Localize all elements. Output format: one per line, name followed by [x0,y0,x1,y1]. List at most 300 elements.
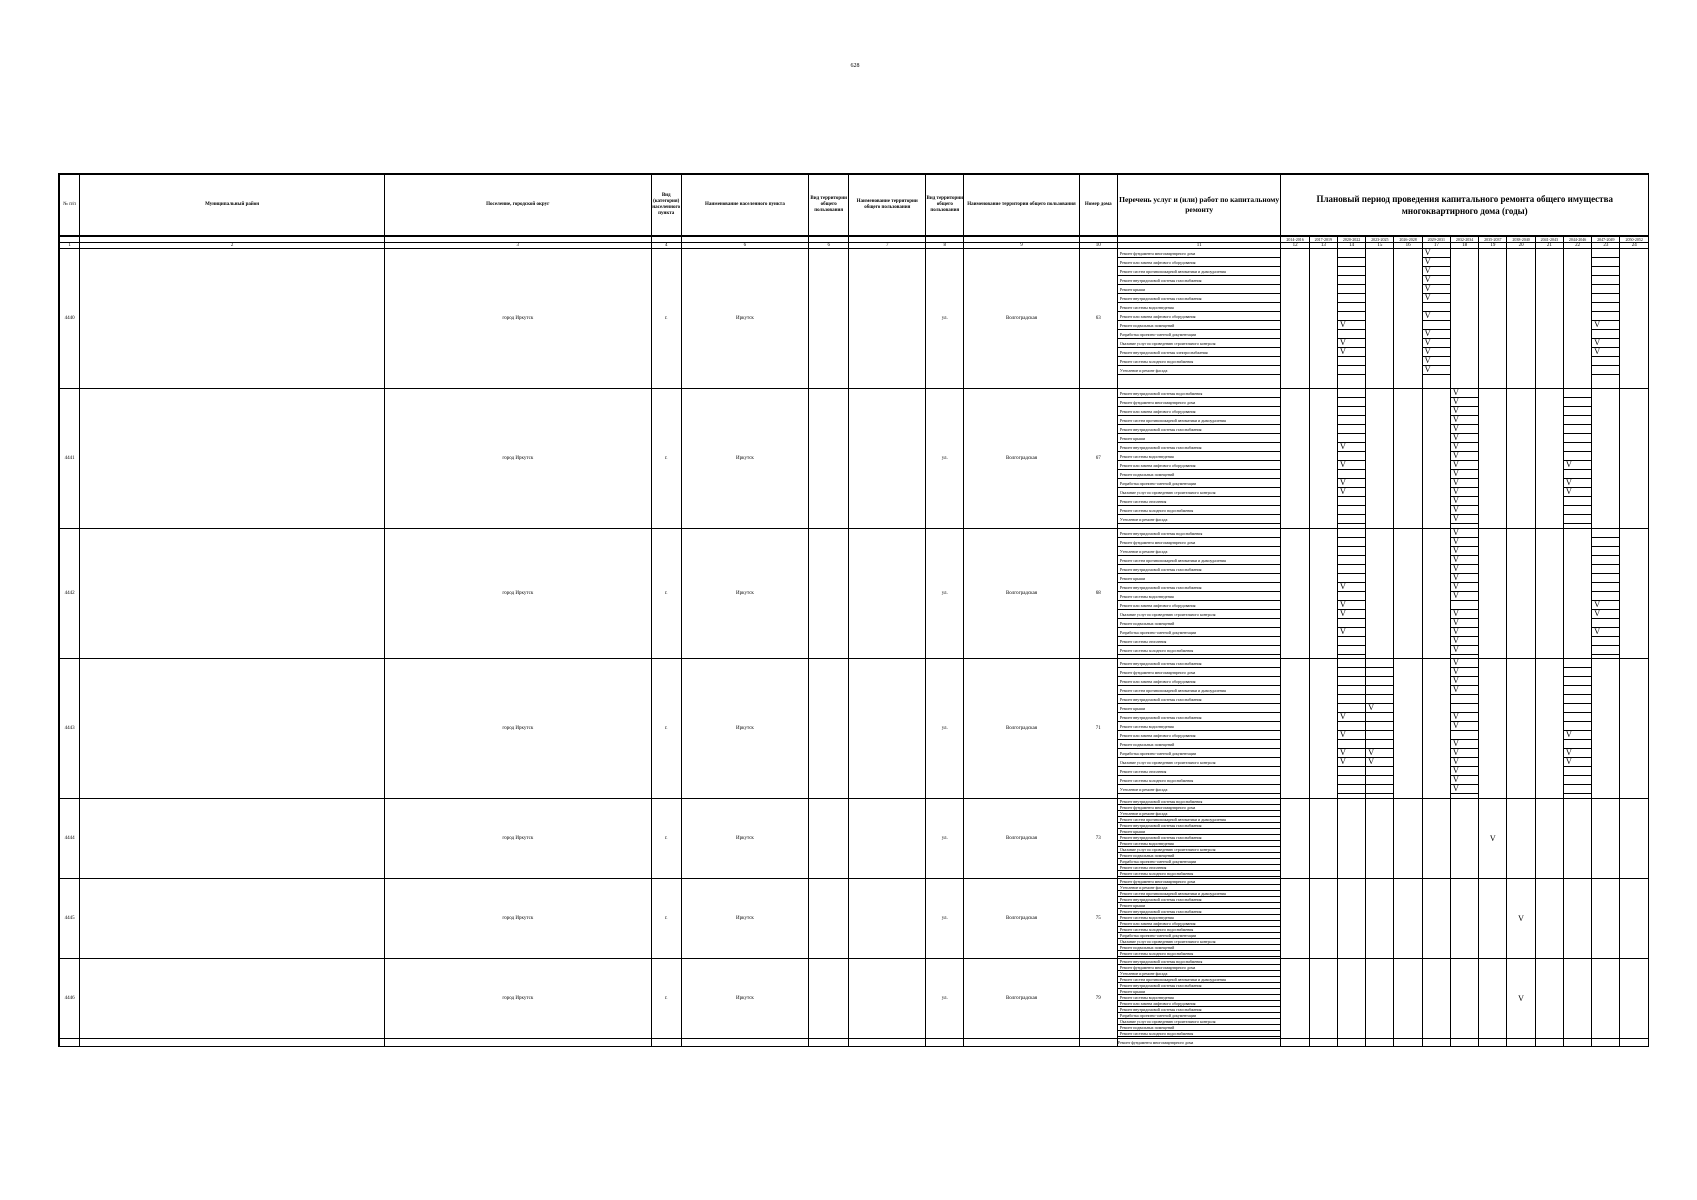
check-mark: V [1451,574,1478,583]
empty-slot [1564,497,1591,506]
work-item: Ремонт системы холодного водоснабжения [1118,506,1281,515]
check-mark: V [1338,758,1365,767]
check-mark: V [1451,515,1478,524]
table-row [60,879,1649,959]
work-item: Разработка проектно-сметной документации [1118,330,1281,339]
work-item: Ремонт внутридомовой системы газоснабжения [1118,443,1281,452]
year-cell-24 [1620,249,1649,389]
table-row [60,249,1649,389]
check-mark: V [1338,601,1365,610]
period-label: 2041-2043 [1535,236,1563,243]
empty-cell [926,1039,964,1047]
work-item: Ремонт системы отопления [1118,637,1281,646]
empty-slot [1338,452,1365,461]
work-item: Ремонт системы водоотведения [1118,722,1281,731]
check-mark: V [1451,470,1478,479]
check-mark: V [1451,628,1478,637]
locality-type-cell: г. [651,659,681,799]
year-cell-20 [1507,659,1535,799]
empty-slot [1338,695,1365,704]
column-number: 12 [1281,243,1309,249]
empty-slot [1564,677,1591,686]
check-mark: V [1423,267,1450,276]
year-cell-20 [1507,799,1535,879]
street-type-cell: ул. [926,249,964,389]
empty-slot [1338,515,1365,524]
work-item: Ремонт или замена лифтового оборудования [1118,312,1281,321]
check-mark: V [1451,767,1478,776]
empty-slot [1592,267,1619,276]
check-mark: V [1592,628,1619,637]
year-cell-19 [1479,959,1507,1039]
work-item: Ремонт внутридомовой системы электроснабжения [1118,348,1281,357]
check-mark: V [1451,776,1478,785]
empty-cell [1309,1039,1337,1047]
empty-slot [1338,646,1365,655]
house-number-cell: 75 [1079,879,1117,959]
empty-cell [1535,1039,1563,1047]
work-item: Ремонт системы водоотведения [1118,303,1281,312]
table-row [60,799,1649,879]
work-item: Утепление и ремонт фасада [1118,547,1281,556]
work-item: Ремонт или замена лифтового оборудования [1118,601,1281,610]
empty-cell [385,1039,652,1047]
work-item: Ремонт систем противопожарной автоматики и дымоудаления [1118,267,1281,276]
year-cell-23 [1592,799,1620,879]
street-type-cell: ул. [926,529,964,659]
work-item: Ремонт внутридомовой системы газоснабжения [1118,897,1281,903]
work-item: Утепление и ремонт фасада [1118,811,1281,817]
period-label: 2017-2019 [1309,236,1337,243]
empty-slot [1338,668,1365,677]
work-item: Ремонт системы отопления [1118,497,1281,506]
work-item: Ремонт системы холодного водоснабжения [1118,776,1281,785]
empty-slot [1592,538,1619,547]
header-territory-name: Наименование территории общего пользования [849,175,926,237]
work-item: Ремонт крыши [1118,704,1281,713]
work-item: Ремонт крыши [1118,829,1281,835]
work-item: Ремонт системы холодного водоснабжения [1118,1031,1281,1037]
header-house-number: Номер дома [1079,175,1117,237]
year-cell-18 [1450,959,1478,1039]
check-mark: V [1451,407,1478,416]
empty-slot [1564,668,1591,677]
check-mark: V [1338,479,1365,488]
check-mark: V [1451,443,1478,452]
settlement-cell: город Иркутск [385,249,652,389]
territory-name-cell [849,249,926,389]
period-label: 2032-2034 [1450,236,1478,243]
empty-slot [1338,740,1365,749]
year-cell-24 [1620,529,1649,659]
empty-cell [849,1039,926,1047]
empty-slot [1338,776,1365,785]
table-row [60,389,1649,529]
empty-slot [1366,731,1393,740]
year-cell-12 [1281,529,1309,659]
territory-name-cell [849,799,926,879]
check-mark: V [1423,348,1450,357]
work-item: Ремонт внутридомовой системы газоснабжения [1118,276,1281,285]
empty-slot [1564,695,1591,704]
column-number: 24 [1620,243,1649,249]
check-mark: V [1338,348,1365,357]
empty-slot [1592,565,1619,574]
year-cell-13 [1309,959,1337,1039]
column-number: 20 [1507,243,1535,249]
empty-slot [1564,470,1591,479]
empty-slot [1338,294,1365,303]
row-number: 4443 [60,659,80,799]
empty-cell [681,1039,808,1047]
district-cell [80,389,385,529]
row-number: 4441 [60,389,80,529]
year-cell-13 [1309,799,1337,879]
header-locality-type: Вид (категория) населенного пункта [651,175,681,237]
settlement-cell: город Иркутск [385,529,652,659]
house-number-cell: 73 [1079,799,1117,879]
work-item: Ремонт фундамента многоквартирного дома [1118,668,1281,677]
check-mark: V [1451,668,1478,677]
check-mark: V [1451,659,1478,668]
check-mark: V [1338,583,1365,592]
empty-slot [1338,407,1365,416]
work-item: Ремонт или замена лифтового оборудования [1118,731,1281,740]
year-cell-21 [1535,799,1563,879]
empty-slot [1338,637,1365,646]
work-item: Утепление и ремонт фасада [1118,971,1281,977]
check-mark: V [1451,583,1478,592]
year-cell-15 [1366,249,1394,389]
year-cell-23 [1592,389,1620,529]
check-mark: V [1518,994,1524,1003]
year-cell-22 [1563,389,1591,529]
empty-slot [1592,249,1619,258]
year-cell-12 [1281,389,1309,529]
street-name-cell: Волгоградская [964,879,1079,959]
empty-slot [1338,497,1365,506]
check-mark: V [1451,416,1478,425]
work-item: Ремонт системы отопления [1118,865,1281,871]
empty-slot [1564,767,1591,776]
row-number: 4440 [60,249,80,389]
year-cell-18 [1450,529,1478,659]
locality-type-cell: г. [651,879,681,959]
check-mark: V [1451,646,1478,655]
empty-slot [1338,506,1365,515]
work-item: Ремонт крыши [1118,989,1281,995]
year-cell-12 [1281,249,1309,389]
empty-slot [1564,659,1591,668]
year-cell-12 [1281,879,1309,959]
year-cell-19 [1479,529,1507,659]
work-item: Ремонт внутридомовой системы газоснабжения [1118,835,1281,841]
empty-slot [1564,407,1591,416]
year-cell-22 [1563,659,1591,799]
check-mark: V [1451,538,1478,547]
empty-slot [1451,695,1478,704]
empty-slot [1451,704,1478,713]
year-cell-16 [1394,389,1422,529]
year-cell-18 [1450,249,1478,389]
year-cell-20 [1507,389,1535,529]
street-type-cell: ул. [926,389,964,529]
year-cell-13 [1309,879,1337,959]
empty-slot [1338,276,1365,285]
empty-slot [1592,366,1619,375]
column-number: 21 [1535,243,1563,249]
work-item: Ремонт внутридомовой системы газоснабжения [1118,659,1281,668]
empty-slot [1564,434,1591,443]
check-mark: V [1338,628,1365,637]
year-cell-14 [1337,799,1365,879]
work-item: Ремонт или замена лифтового оборудования [1118,921,1281,927]
year-cell-23 [1592,959,1620,1039]
check-mark: V [1423,330,1450,339]
work-item: Разработка проектно-сметной документации [1118,933,1281,939]
house-number-cell: 79 [1079,959,1117,1039]
district-cell [80,529,385,659]
check-mark: V [1451,434,1478,443]
street-name-cell: Волгоградская [964,799,1079,879]
year-cell-24 [1620,659,1649,799]
period-label: 2026-2028 [1394,236,1422,243]
work-item: Разработка проектно-сметной документации [1118,1013,1281,1019]
column-number: 10 [1079,243,1117,249]
house-number-cell: 63 [1079,249,1117,389]
check-mark: V [1592,321,1619,330]
column-number: 9 [964,243,1079,249]
check-mark: V [1338,749,1365,758]
empty-slot [1366,785,1393,794]
work-item: Ремонт подвальных помещений [1118,470,1281,479]
empty-cell [809,1039,849,1047]
column-number: 22 [1563,243,1591,249]
row-number: 4445 [60,879,80,959]
check-mark: V [1423,285,1450,294]
work-item: Ремонт внутридомовой системы газоснабжения [1118,583,1281,592]
empty-slot [1366,722,1393,731]
locality-type-cell: г. [651,959,681,1039]
year-cell-14 [1337,959,1365,1039]
empty-slot [1423,321,1450,330]
works-list-cell [1117,799,1281,879]
works-list-cell [1117,879,1281,959]
period-label: 2047-2049 [1592,236,1620,243]
empty-cell [1281,1039,1309,1047]
year-cell-22 [1563,249,1591,389]
work-item: Разработка проектно-сметной документации [1118,749,1281,758]
empty-slot [1592,529,1619,538]
column-number: 7 [849,243,926,249]
empty-slot [1338,538,1365,547]
empty-slot [1338,574,1365,583]
empty-slot [1366,767,1393,776]
settlement-cell: город Иркутск [385,799,652,879]
locality-name-cell: Иркутск [681,389,808,529]
empty-slot [1366,740,1393,749]
work-item: Ремонт подвальных помещений [1118,945,1281,951]
empty-slot [1592,258,1619,267]
work-item: Ремонт фундамента многоквартирного дома [1117,1039,1281,1047]
empty-slot [1338,312,1365,321]
check-mark: V [1423,312,1450,321]
check-mark: V [1451,425,1478,434]
empty-slot [1564,785,1591,794]
empty-slot [1423,303,1450,312]
empty-cell [1337,1039,1365,1047]
check-mark: V [1564,488,1591,497]
year-cell-22 [1563,879,1591,959]
table-row [60,959,1649,1039]
check-mark: V [1366,749,1393,758]
empty-slot [1338,258,1365,267]
work-item: Ремонт системы водоотведения [1118,592,1281,601]
year-cell-22 [1563,529,1591,659]
work-item: Ремонт или замена лифтового оборудования [1118,1001,1281,1007]
work-item: Ремонт внутридомовой системы газоснабжения [1118,983,1281,989]
empty-slot [1564,416,1591,425]
work-item: Утепление и ремонт фасада [1118,515,1281,524]
empty-slot [1338,565,1365,574]
check-mark: V [1592,601,1619,610]
year-cell-17 [1422,389,1450,529]
check-mark: V [1338,321,1365,330]
year-cell-20 [1507,959,1535,1039]
work-item: Ремонт внутридомовой системы водоснабжения [1118,389,1281,398]
work-item: Ремонт внутридомовой системы газоснабжения [1118,425,1281,434]
check-mark: V [1451,686,1478,695]
work-item: Ремонт системы отопления [1118,767,1281,776]
check-mark: V [1338,610,1365,619]
check-mark: V [1451,610,1478,619]
check-mark: V [1564,461,1591,470]
column-number: 6 [681,243,808,249]
period-label: 2020-2022 [1337,236,1365,243]
work-item: Ремонт системы холодного водоснабжения [1118,927,1281,933]
empty-slot [1338,547,1365,556]
work-item: Ремонт систем противопожарной автоматики и дымоудаления [1118,817,1281,823]
empty-slot [1564,506,1591,515]
district-cell [80,959,385,1039]
empty-slot [1592,592,1619,601]
year-cell-23 [1592,659,1620,799]
empty-slot [1592,312,1619,321]
table-row [60,659,1649,799]
empty-cell [1507,1039,1535,1047]
empty-cell [1563,1039,1591,1047]
street-name-cell: Волгоградская [964,249,1079,389]
header-locality-name: Наименование населенного пункта [681,175,808,237]
page-number: 628 [850,63,860,69]
empty-slot [1592,294,1619,303]
work-item: Ремонт системы водоотведения [1118,841,1281,847]
empty-slot [1451,731,1478,740]
work-item: Ремонт подвальных помещений [1118,1025,1281,1031]
work-item: Ремонт системы холодного водоснабжения [1118,357,1281,366]
locality-name-cell: Иркутск [681,529,808,659]
column-number: 11 [1117,243,1281,249]
empty-slot [1338,619,1365,628]
work-item: Ремонт систем противопожарной автоматики и дымоудаления [1118,977,1281,983]
work-item: Оказание услуг по проведению строительного контроля [1118,939,1281,945]
check-mark: V [1451,556,1478,565]
work-item: Ремонт внутридомовой системы газоснабжения [1118,695,1281,704]
year-cell-21 [1535,249,1563,389]
header-plan-period: Плановый период проведения капитального ремонта общего имущества многоквартирного дома (годы) [1281,175,1649,237]
empty-cell [1394,1039,1422,1047]
work-item: Ремонт внутридомовой системы водоснабжения [1118,529,1281,538]
period-label: 2023-2025 [1366,236,1394,243]
year-cell-24 [1620,389,1649,529]
check-mark: V [1451,785,1478,794]
empty-cell [964,1039,1079,1047]
empty-slot [1592,357,1619,366]
period-label: 2014-2016 [1281,236,1309,243]
work-item: Ремонт или замена лифтового оборудования [1118,461,1281,470]
work-item: Ремонт подвальных помещений [1118,619,1281,628]
year-cell-14 [1337,659,1365,799]
work-item: Ремонт подвальных помещений [1118,321,1281,330]
work-item: Ремонт фундамента многоквартирного дома [1118,249,1281,258]
locality-name-cell: Иркутск [681,799,808,879]
year-cell-21 [1535,959,1563,1039]
works-list-cell [1117,529,1281,659]
check-mark: V [1338,339,1365,348]
check-mark: V [1338,488,1365,497]
year-cell-17 [1422,659,1450,799]
year-cell-17 [1422,959,1450,1039]
street-name-cell: Волгоградская [964,389,1079,529]
check-mark: V [1338,731,1365,740]
empty-slot [1564,740,1591,749]
empty-slot [1451,601,1478,610]
empty-slot [1564,776,1591,785]
empty-slot [1338,659,1365,668]
check-mark: V [1338,443,1365,452]
row-number: 4446 [60,959,80,1039]
year-cell-19 [1479,879,1507,959]
year-cell-15 [1366,659,1394,799]
territory-name-cell [849,879,926,959]
empty-slot [1366,659,1393,668]
work-item: Утепление и ремонт фасада [1118,785,1281,794]
territory-type-cell [809,389,849,529]
check-mark: V [1451,619,1478,628]
work-item: Оказание услуг по проведению строительного контроля [1118,488,1281,497]
year-cell-22 [1563,959,1591,1039]
settlement-cell: город Иркутск [385,959,652,1039]
work-item: Ремонт крыши [1118,285,1281,294]
locality-type-cell: г. [651,389,681,529]
empty-slot [1592,556,1619,565]
empty-slot [1564,452,1591,461]
period-label: 2050-2052 [1620,236,1649,243]
year-cell-23 [1592,249,1620,389]
year-cell-16 [1394,799,1422,879]
empty-cell [651,1039,681,1047]
locality-name-cell: Иркутск [681,659,808,799]
empty-slot [1338,357,1365,366]
year-cell-17 [1422,879,1450,959]
header-settlement: Поселение, городской округ [385,175,652,237]
empty-slot [1592,547,1619,556]
empty-slot [1338,470,1365,479]
check-mark: V [1423,258,1450,267]
empty-slot [1338,704,1365,713]
year-cell-14 [1337,249,1365,389]
territory-type-cell [809,659,849,799]
